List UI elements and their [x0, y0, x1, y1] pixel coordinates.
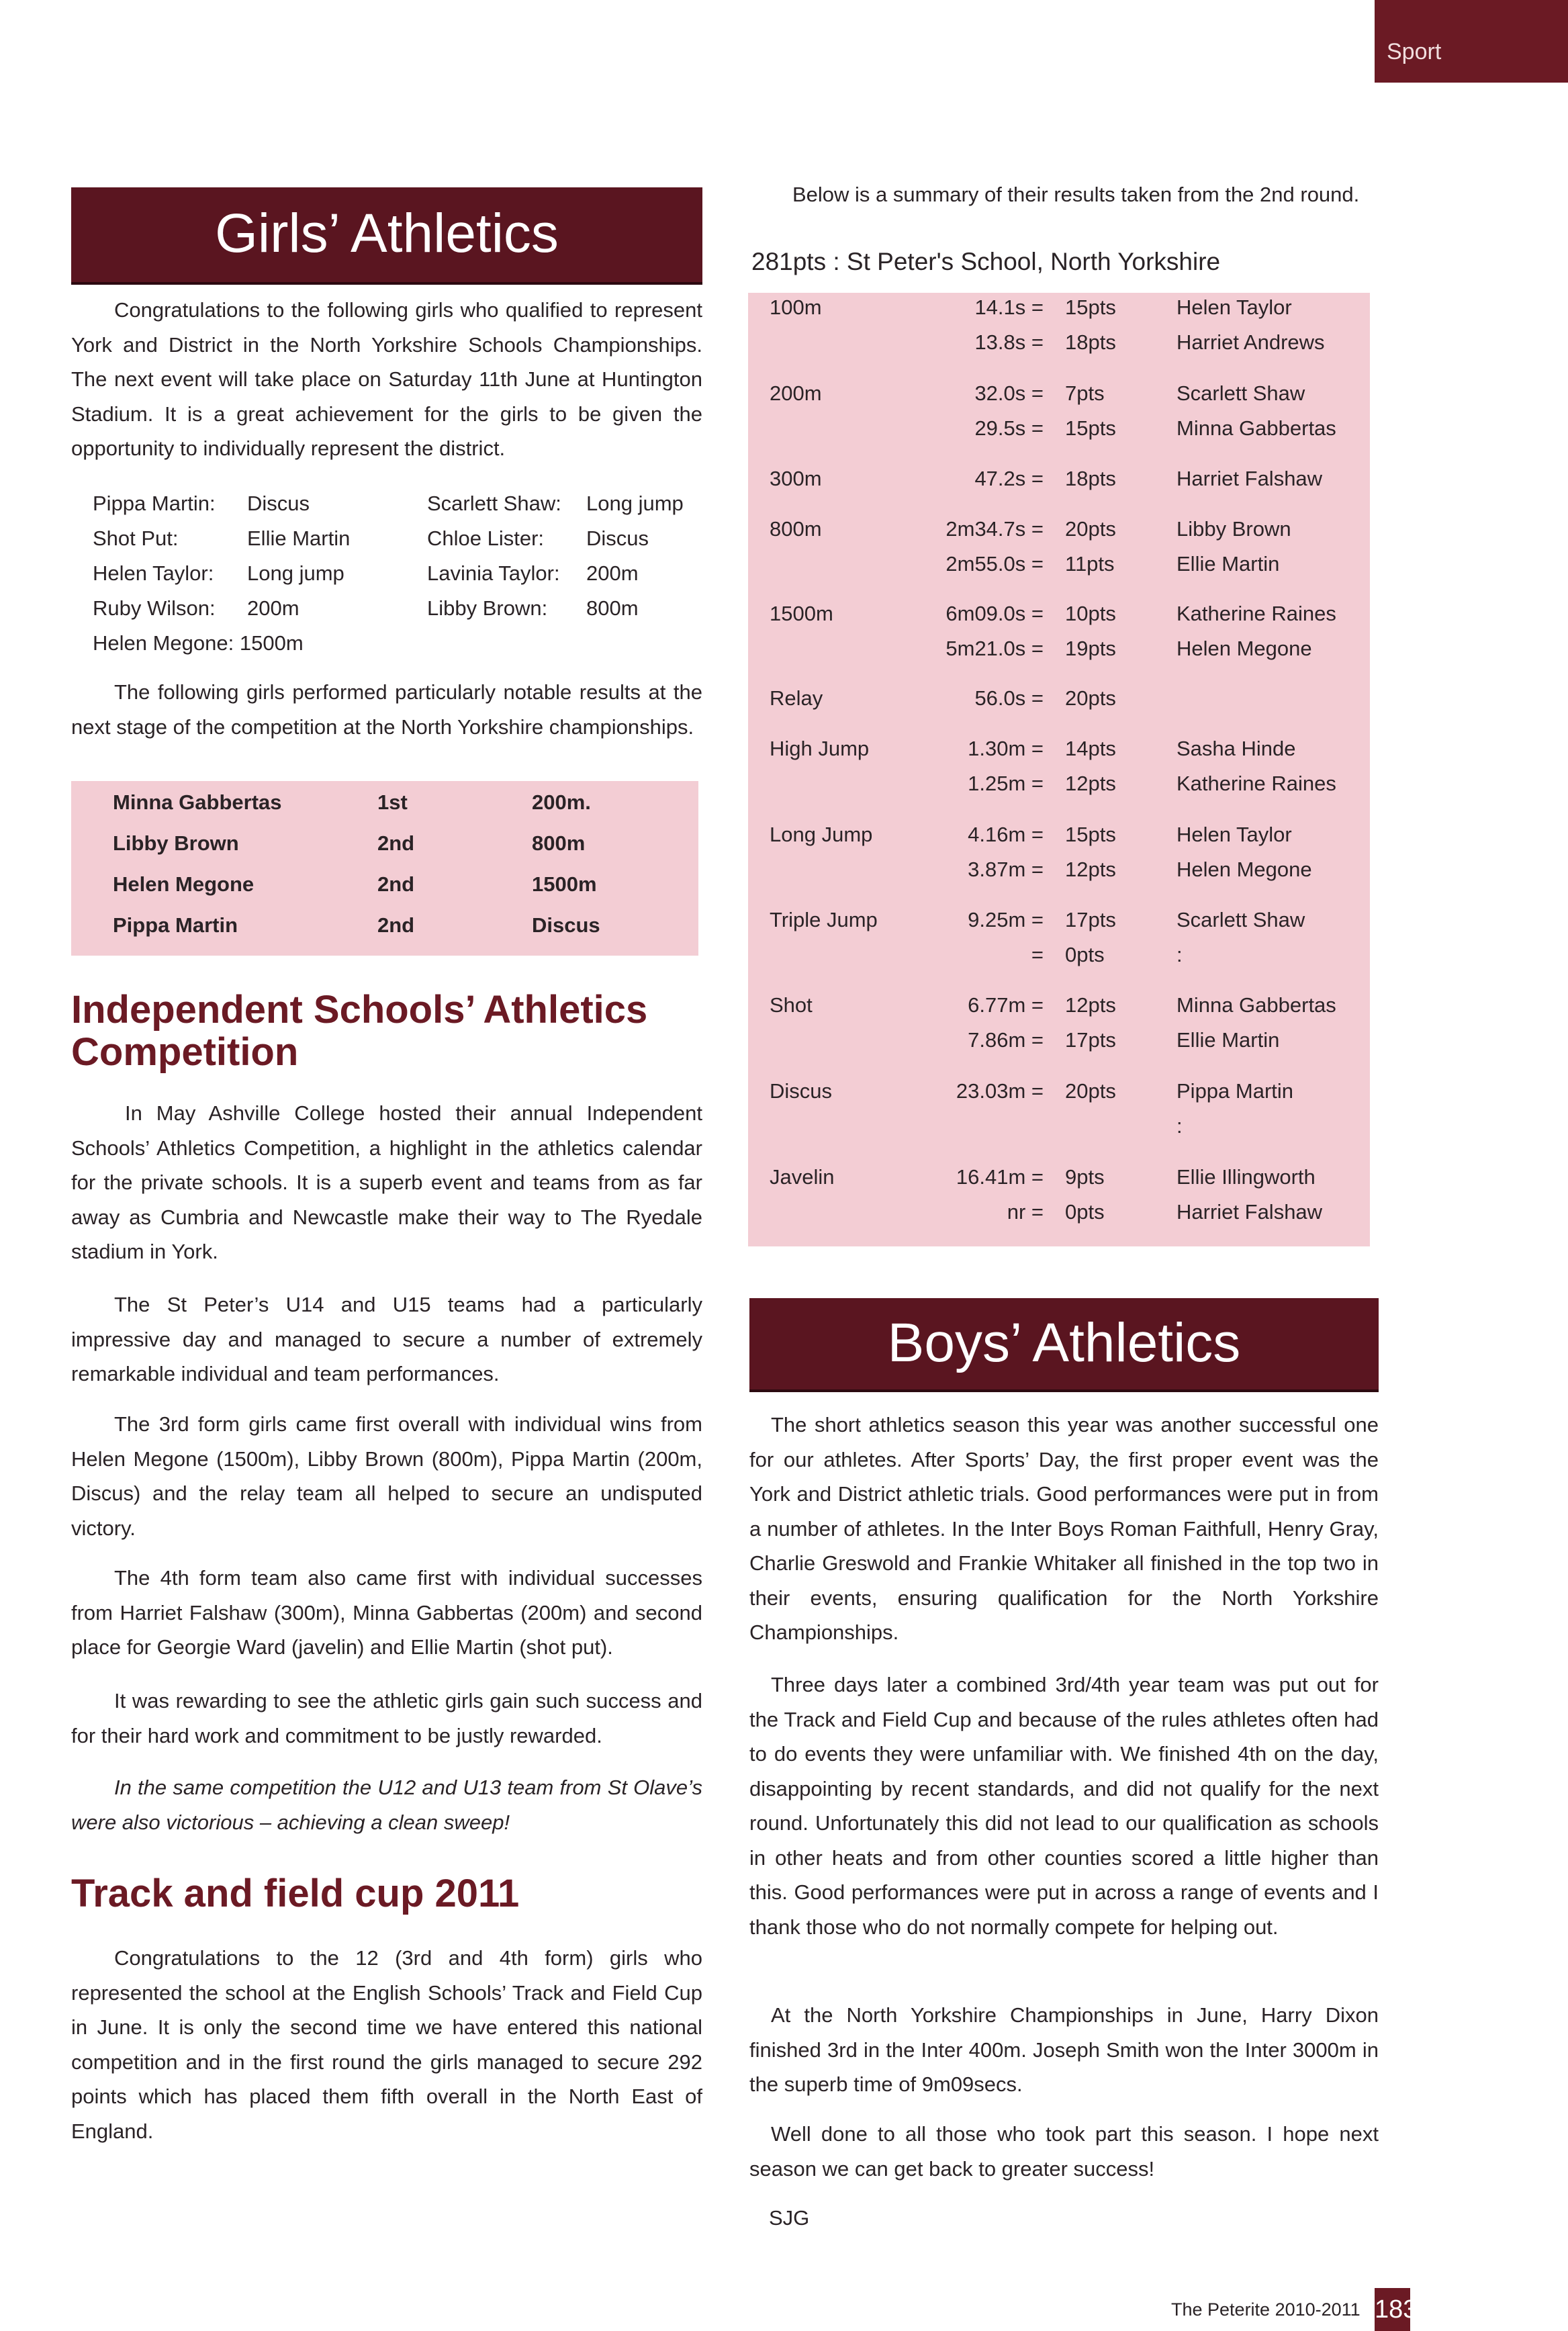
result-points: 14pts [1065, 737, 1116, 760]
result-points: 12pts [1065, 772, 1116, 795]
result-mark: 56.0s = [974, 686, 1044, 710]
result-athlete: Pippa Martin [1177, 1079, 1294, 1103]
result-points: 19pts [1065, 637, 1116, 660]
girls-athletics-title: Girls’ Athletics [215, 203, 559, 264]
result-points: 12pts [1065, 858, 1116, 881]
roster-name: Libby Brown: [427, 596, 548, 620]
independent-body [71, 1561, 702, 1665]
result-mark: 6.77m = [968, 993, 1044, 1017]
independent-body [71, 1287, 702, 1391]
result-athlete: Scarlett Shaw [1177, 381, 1305, 405]
result-mark: 1.25m = [968, 772, 1044, 795]
independent-paragraph: The 3rd form girls came first overall with individual wins from Helen Megone (1500m), Libby Brown (800m), Pippa Martin (200m, Discus) and the relay team all helped to secure an undisputed victory. [71, 1412, 702, 1540]
result-points: 15pts [1065, 823, 1116, 846]
roster-event: Discus [586, 527, 649, 550]
result-athlete: Katherine Raines [1177, 602, 1336, 625]
boys-body [749, 1998, 1379, 2102]
result-points: 18pts [1065, 467, 1116, 490]
result-athlete: Helen Taylor [1177, 823, 1292, 846]
independent-paragraph: The 4th form team also came first with individual successes from Harriet Falshaw (300m), Minna Gabbertas (200m) and second place for Georgie Ward (javelin) and Ellie Martin (shot put). [71, 1566, 702, 1659]
independent-paragraph: In the same competition the U12 and U13 team from St Olave’s were also victorious – achieving a clean sweep! [71, 1776, 702, 1834]
result-points: 12pts [1065, 993, 1116, 1017]
result-mark: 1.30m = [968, 737, 1044, 760]
result-athlete: Ellie Martin [1177, 1028, 1280, 1052]
boys-athletics-title: Boys’ Athletics [887, 1312, 1241, 1373]
result-points: 11pts [1065, 552, 1115, 576]
notable-place: 2nd [377, 872, 415, 896]
result-event: Long Jump [770, 823, 873, 846]
independent-body [71, 1770, 702, 1839]
independent-paragraph: It was rewarding to see the athletic girls gain such success and for their hard work and commitment to be justly rewarded. [71, 1689, 702, 1747]
result-mark: 23.03m = [956, 1079, 1044, 1103]
result-athlete: : [1177, 943, 1183, 966]
girls-intro-paragraph: Congratulations to the following girls who qualified to represent York and District in the North Yorkshire Schools Championships. The next event will take place on Saturday 11th June at Huntington Stadium. It is a great achievement for the girls to be given the opportunity to individually represent the district. [71, 298, 702, 460]
roster-event: 200m [586, 561, 639, 585]
qualifier-roster [93, 486, 697, 668]
result-event: Relay [770, 686, 823, 710]
result-points: 20pts [1065, 686, 1116, 710]
roster-name: Ruby Wilson: [93, 596, 216, 620]
section-tab [1375, 0, 1568, 83]
roster-event: 800m [586, 596, 639, 620]
result-event: 800m [770, 517, 822, 541]
result-mark: 2m34.7s = [946, 517, 1044, 541]
result-points: 15pts [1065, 295, 1116, 319]
notable-place: 2nd [377, 831, 415, 855]
result-points: 20pts [1065, 517, 1116, 541]
result-points: 17pts [1065, 908, 1116, 931]
result-athlete: Harriet Falshaw [1177, 467, 1323, 490]
independent-heading-line1: Independent Schools’ Athletics [71, 988, 648, 1032]
result-athlete: Ellie Martin [1177, 552, 1280, 576]
result-mark: nr = [1007, 1200, 1044, 1224]
independent-paragraph: In May Ashville College hosted their annual Independent Schools’ Athletics Competition, a highlight in the athletics calendar for the private schools. It is a superb event and teams from as far away as Cumbria and Newcastle make their way to The Ryedale stadium in York. [71, 1101, 702, 1263]
result-athlete: Harriet Falshaw [1177, 1200, 1323, 1224]
notable-name: Libby Brown [113, 831, 239, 855]
result-athlete: Helen Megone [1177, 858, 1312, 881]
independent-body [71, 1096, 702, 1269]
result-mark: 32.0s = [974, 381, 1044, 405]
result-points: 15pts [1065, 416, 1116, 440]
result-athlete: Ellie Illingworth [1177, 1165, 1316, 1189]
result-event: Javelin [770, 1165, 835, 1189]
independent-heading [71, 989, 702, 1073]
result-event: Shot [770, 993, 813, 1017]
author-signature: SJG [769, 2206, 810, 2230]
notable-name: Pippa Martin [113, 913, 238, 937]
result-event: 1500m [770, 602, 833, 625]
boys-body [749, 1667, 1379, 1944]
roster-name: Pippa Martin: [93, 492, 216, 515]
roster-event: Long jump [586, 492, 684, 515]
track-heading-block [71, 1872, 702, 1915]
roster-event: Long jump [247, 561, 344, 585]
girls-intro-block [71, 293, 702, 466]
result-mark: 5m21.0s = [946, 637, 1044, 660]
result-mark: 16.41m = [956, 1165, 1044, 1189]
result-points: 0pts [1065, 1200, 1105, 1224]
boys-paragraph: The short athletics season this year was another successful one for our athletes. After Sports’ Day, the first proper event was the York and District athletic trials. Good performances were put in from a number of athletes. In the Inter Boys Roman Faithfull, Henry Gray, Charlie Greswold and Frankie Whitaker all finished in the top two in their events, ensuring qualification for the North Yorkshire Championships. [749, 1413, 1379, 1644]
results-table [748, 293, 1370, 1246]
boys-paragraph: At the North Yorkshire Championships in June, Harry Dixon finished 3rd in the Inter 400m. Joseph Smith won the Inter 3000m in the superb time of 9m09secs. [749, 2003, 1379, 2096]
notable-event: 200m. [532, 790, 591, 814]
result-points: 7pts [1065, 381, 1105, 405]
notable-intro-paragraph: The following girls performed particularly notable results at the next stage of the competition at the North Yorkshire championships. [71, 680, 702, 739]
result-athlete: Harriet Andrews [1177, 330, 1325, 354]
result-mark: 9.25m = [968, 908, 1044, 931]
result-points: 20pts [1065, 1079, 1116, 1103]
result-points: 9pts [1065, 1165, 1105, 1189]
notable-place: 1st [377, 790, 408, 814]
result-mark: 7.86m = [968, 1028, 1044, 1052]
roster-event: 200m [247, 596, 299, 620]
result-points: 17pts [1065, 1028, 1116, 1052]
result-points: 10pts [1065, 602, 1116, 625]
boys-body [749, 2117, 1379, 2186]
notable-event: Discus [532, 913, 600, 937]
roster-name: Helen Megone: 1500m [93, 631, 304, 655]
boys-athletics-banner [749, 1298, 1379, 1389]
track-body [71, 1941, 702, 2148]
result-mark: 4.16m = [968, 823, 1044, 846]
result-mark: 47.2s = [974, 467, 1044, 490]
notable-event: 1500m [532, 872, 597, 896]
result-mark: = [1031, 943, 1044, 966]
notable-intro-block [71, 675, 702, 744]
result-athlete: Sasha Hinde [1177, 737, 1296, 760]
boys-paragraph: Well done to all those who took part this season. I hope next season we can get back to greater success! [749, 2122, 1379, 2181]
result-athlete: Helen Megone [1177, 637, 1312, 660]
roster-name: Scarlett Shaw: [427, 492, 561, 515]
boys-paragraph: Three days later a combined 3rd/4th year team was put out for the Track and Field Cup and because of the rules athletes often had to do events they were unfamiliar with. We finished 4th on the day, disappointing by recent standards, and did not qualify for the next round. Unfortunately this did not lead to our qualification as schools in other heats and from other counties scored a little higher than this. Good performances were put in across a range of events and I thank those who do not normally compete for helping out. [749, 1673, 1379, 1939]
boys-body [749, 1408, 1379, 1650]
result-event: Triple Jump [770, 908, 878, 931]
result-mark: 3.87m = [968, 858, 1044, 881]
track-heading: Track and field cup 2011 [71, 1872, 520, 1915]
independent-paragraph: The St Peter’s U14 and U15 teams had a particularly impressive day and managed to secure a number of extremely remarkable individual and team performances. [71, 1293, 702, 1385]
result-event: High Jump [770, 737, 870, 760]
notable-event: 800m [532, 831, 586, 855]
result-points: 0pts [1065, 943, 1105, 966]
result-athlete: Katherine Raines [1177, 772, 1336, 795]
notable-place: 2nd [377, 913, 415, 937]
result-event: 100m [770, 295, 822, 319]
result-mark: 13.8s = [974, 330, 1044, 354]
section-tab-label: Sport [1387, 39, 1442, 64]
page-number: 183 [1375, 2288, 1410, 2331]
notable-name: Minna Gabbertas [113, 790, 282, 814]
result-points: 18pts [1065, 330, 1116, 354]
result-athlete: : [1177, 1114, 1183, 1138]
results-school-line: 281pts : St Peter's School, North Yorkshire [751, 248, 1221, 275]
track-paragraph: Congratulations to the 12 (3rd and 4th form) girls who represented the school at the English Schools’ Track and Field Cup in June. It is only the second time we have entered this national competition and in the first round the girls managed to secure 292 points which has placed them fifth overall in the North East of England. [71, 1946, 702, 2143]
roster-name: Shot Put: [93, 527, 179, 550]
roster-name: Lavinia Taylor: [427, 561, 560, 585]
result-athlete: Scarlett Shaw [1177, 908, 1305, 931]
roster-event: Discus [247, 492, 310, 515]
result-athlete: Minna Gabbertas [1177, 993, 1336, 1017]
result-athlete: Libby Brown [1177, 517, 1291, 541]
notable-results-table [71, 781, 698, 956]
result-mark: 29.5s = [974, 416, 1044, 440]
result-event: 200m [770, 381, 822, 405]
result-mark: 14.1s = [974, 295, 1044, 319]
result-mark: 2m55.0s = [946, 552, 1044, 576]
results-intro: Below is a summary of their results taken from the 2nd round. [792, 183, 1360, 206]
notable-name: Helen Megone [113, 872, 255, 896]
roster-event: Ellie Martin [247, 527, 351, 550]
result-mark: 6m09.0s = [946, 602, 1044, 625]
girls-athletics-banner [71, 187, 702, 282]
result-athlete: Helen Taylor [1177, 295, 1292, 319]
independent-body [71, 1684, 702, 1753]
result-athlete: Minna Gabbertas [1177, 416, 1336, 440]
roster-name: Helen Taylor: [93, 561, 214, 585]
roster-name: Chloe Lister: [427, 527, 545, 550]
publication-title: The Peterite 2010-2011 [1171, 2299, 1361, 2320]
result-event: Discus [770, 1079, 833, 1103]
result-event: 300m [770, 467, 822, 490]
independent-heading-line2: Competition [71, 1030, 299, 1074]
independent-body [71, 1407, 702, 1545]
